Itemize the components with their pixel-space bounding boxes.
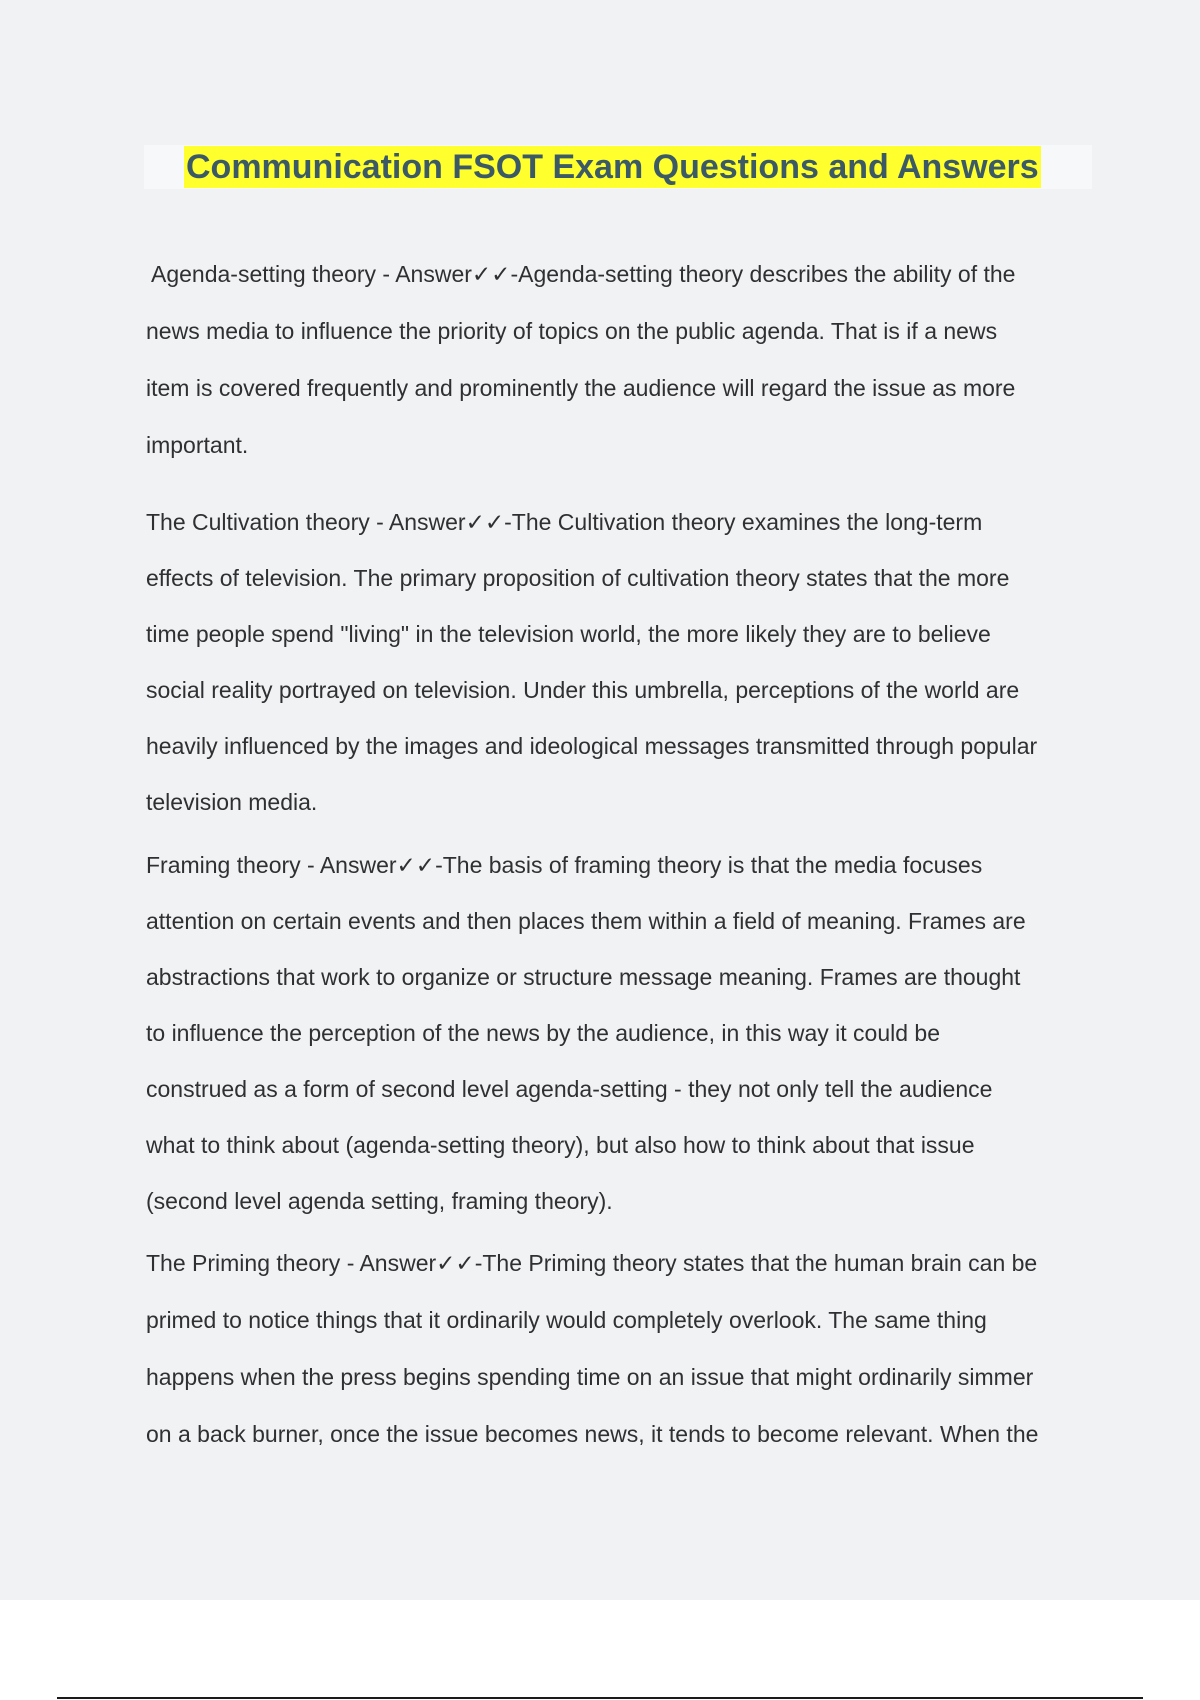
text-line: The Priming theory - Answer✓✓-The Priming theory states that the human brain can be <box>146 1250 1038 1276</box>
text-line: what to think about (agenda-setting theory), but also how to think about that issue <box>146 1132 975 1158</box>
text-line: on a back burner, once the issue becomes news, it tends to become relevant. When the <box>146 1421 1039 1447</box>
text-line: item is covered frequently and prominently the audience will regard the issue as more <box>146 375 1016 401</box>
document-title: Communication FSOT Exam Questions and Answers <box>186 148 1039 186</box>
text-line: television media. <box>146 789 318 815</box>
text-line: social reality portrayed on television. Under this umbrella, perceptions of the world are <box>146 677 1020 703</box>
text-line: happens when the press begins spending time on an issue that might ordinarily simmer <box>146 1364 1034 1390</box>
text-line: heavily influenced by the images and ideological messages transmitted through popular <box>146 733 1038 759</box>
text-line: construed as a form of second level agenda-setting - they not only tell the audience <box>146 1076 993 1102</box>
text-line: effects of television. The primary proposition of cultivation theory states that the more <box>146 565 1010 591</box>
text-line: important. <box>146 432 249 458</box>
text-line: to influence the perception of the news by the audience, in this way it could be <box>146 1020 941 1046</box>
qa-agenda-setting-theory <box>146 257 1086 485</box>
text-line: (second level agenda setting, framing theory). <box>146 1188 613 1214</box>
qa-priming-theory <box>146 1246 1086 1474</box>
text-line: Agenda-setting theory - Answer✓✓-Agenda-setting theory describes the ability of the <box>151 261 1016 287</box>
qa-framing-theory <box>146 848 1086 1240</box>
text-line: primed to notice things that it ordinarily would completely overlook. The same thing <box>146 1307 987 1333</box>
text-line: abstractions that work to organize or structure message meaning. Frames are thought <box>146 964 1021 990</box>
text-line: time people spend "living" in the television world, the more likely they are to believe <box>146 621 991 647</box>
page-footer-rule <box>57 1697 1143 1699</box>
text-line: Framing theory - Answer✓✓-The basis of framing theory is that the media focuses <box>146 852 983 878</box>
text-line: attention on certain events and then places them within a field of meaning. Frames are <box>146 908 1026 934</box>
qa-cultivation-theory <box>146 505 1086 841</box>
text-line: news media to influence the priority of topics on the public agenda. That is if a news <box>146 318 998 344</box>
text-line: The Cultivation theory - Answer✓✓-The Cultivation theory examines the long-term <box>146 509 983 535</box>
